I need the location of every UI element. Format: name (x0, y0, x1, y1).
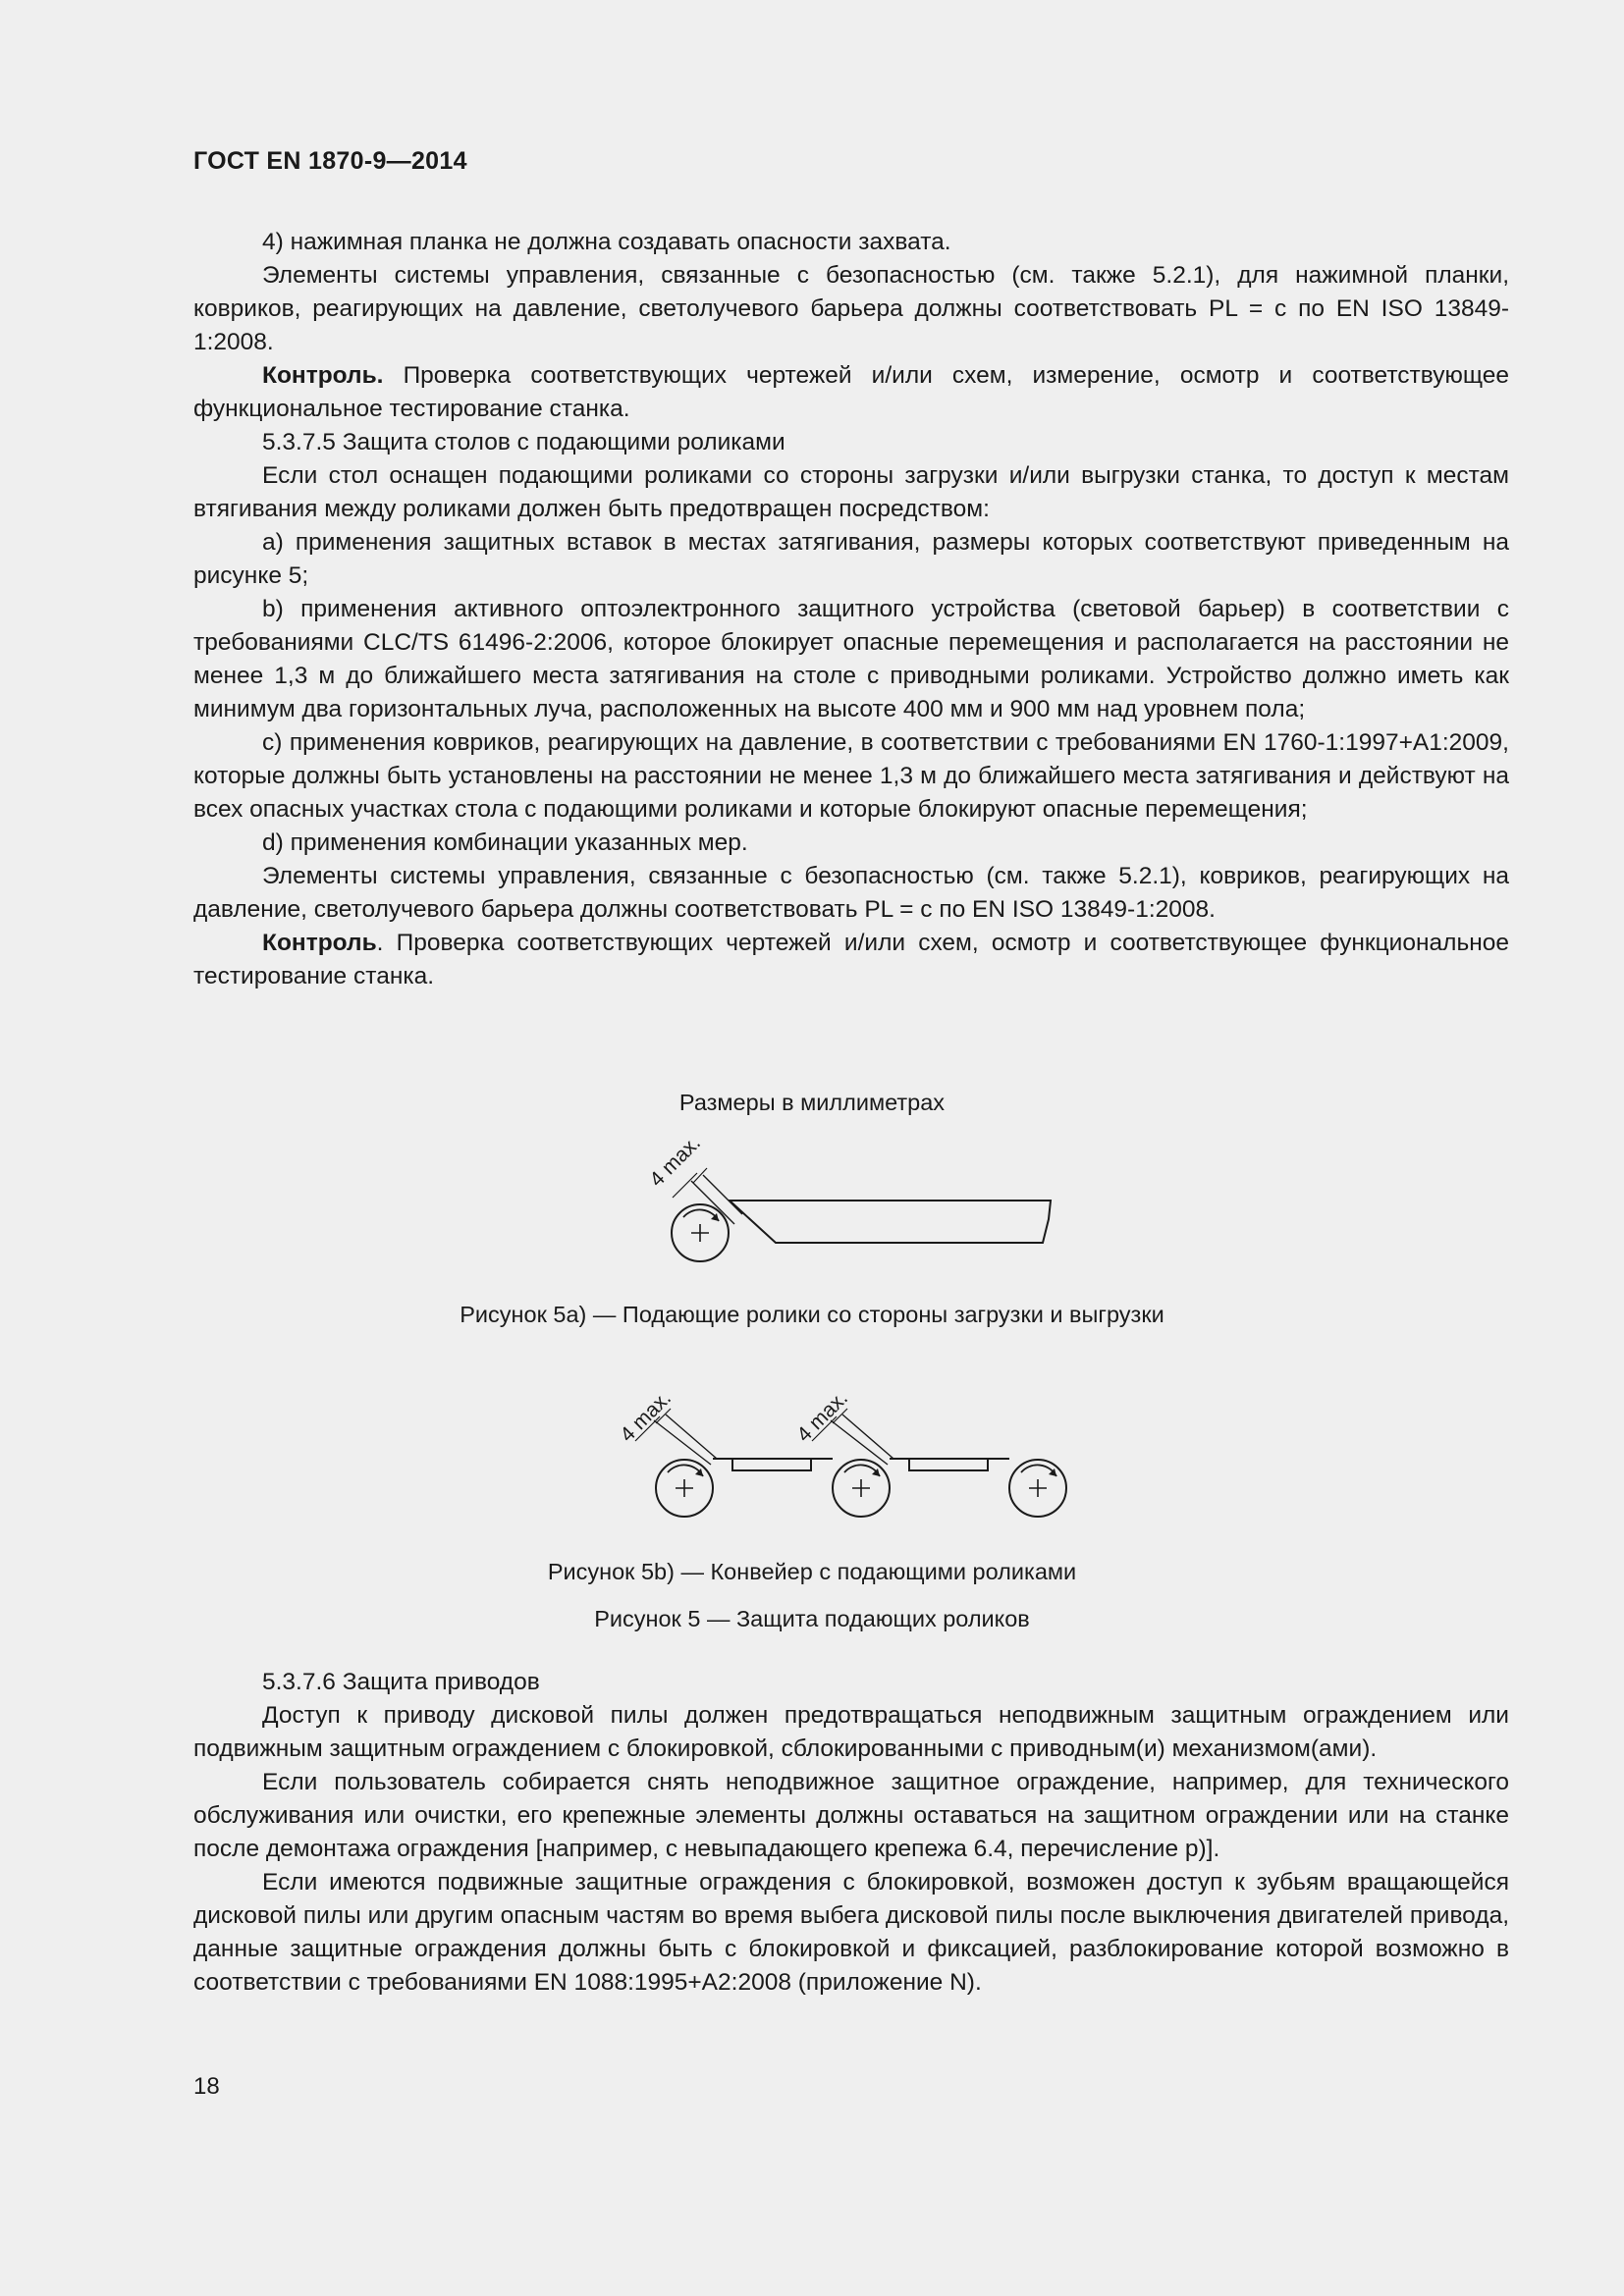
paragraph: Если стол оснащен подающими роликами со стороны загрузки и/или выгрузки станка, то доступ к местам втягивания между роликами должен быть предотвращен посредством: (193, 462, 1509, 522)
section-heading-5-3-7-6: 5.3.7.6 Защита приводов (262, 1669, 540, 1695)
figure-5a-drawing (628, 1129, 1080, 1276)
document-header: ГОСТ EN 1870-9—2014 (193, 147, 467, 175)
paragraph: Элементы системы управления, связанные с безопасностью (см. также 5.2.1), ковриков, реагирующих на давление, светолучевого барьера должны соответствовать PL = c по EN ISO 13849-1:2008. (193, 863, 1509, 923)
paragraph-control: Контроль. Проверка соответствующих чертежей и/или схем, осмотр и соответствующее функциональное тестирование станка. (193, 930, 1509, 989)
figure-5-caption: Рисунок 5 — Защита подающих роликов (594, 1606, 1030, 1631)
dimension-label: 4 max. (645, 1131, 706, 1192)
paragraph: Доступ к приводу дисковой пилы должен предотвращаться неподвижным защитным ограждением или подвижным защитным ограждением с блокировкой, сблокированными с приводным(и) механизмом(ами). (193, 1702, 1509, 1762)
dimension-label: 4 max. (616, 1386, 677, 1447)
paragraph: Элементы системы управления, связанные с безопасностью (см. также 5.2.1), для нажимной планки, ковриков, реагирующих на давление, светолучевого барьера должны соответствовать PL = c по EN ISO 13849-1:2008. (193, 262, 1509, 355)
dimension-label: 4 max. (792, 1386, 853, 1447)
section-heading-5-3-7-5: 5.3.7.5 Защита столов с подающими роликами (262, 429, 785, 455)
paragraph: 4) нажимная планка не должна создавать опасности захвата. (262, 229, 951, 255)
page-number: 18 (193, 2073, 220, 2100)
figure-units-note: Размеры в миллиметрах (678, 1090, 946, 1115)
protective-insert (730, 1201, 1051, 1243)
figure-5a-caption: Рисунок 5а) — Подающие ролики со стороны загрузки и выгрузки (460, 1302, 1164, 1327)
paragraph: Если пользователь собирается снять неподвижное защитное ограждение, например, для технического обслуживания или очистки, его крепежные элементы должны оставаться на защитном ограждении или на станке после демонтажа ограждения [например, с невыпадающего крепежа 6.4, перечисление p)]. (193, 1769, 1509, 1862)
list-item-c: c) применения ковриков, реагирующих на давление, в соответствии с требованиями EN 1760-1:1997+A1:2009, которые должны быть установлены на расстоянии не менее 1,3 м до ближайшего места затягивания и действуют на всех опасных участках стола с подающими роликами и которые блокируют опасные перемещения; (193, 729, 1509, 823)
figure-5b-caption: Рисунок 5b) — Конвейер с подающими роликами (547, 1559, 1077, 1584)
paragraph-control: Контроль. Проверка соответствующих чертежей и/или схем, измерение, осмотр и соответствующее функциональное тестирование станка. (193, 362, 1509, 422)
list-item-d: d) применения комбинации указанных мер. (262, 829, 748, 856)
list-item-b: b) применения активного оптоэлектронного защитного устройства (световой барьер) в соответствии с требованиями CLC/TS 61496-2:2006, которое блокирует опасные перемещения и располагается на расстоянии не менее 1,3 м до ближайшего места затягивания на столе с приводными роликами. Устройство должно иметь как минимум два горизонтальных луча, расположенных на высоте 400 мм и 900 мм над уровнем пола; (193, 596, 1509, 722)
paragraph: Если имеются подвижные защитные ограждения с блокировкой, возможен доступ к зубьям вращающейся дисковой пилы или другим опасным частям во время выбега дисковой пилы после выключения двигателей привода, данные защитные ограждения должны быть с блокировкой и фиксацией, разблокирование которой возможно в соответствии с требованиями EN 1088:1995+A2:2008 (приложение N). (193, 1869, 1509, 1996)
text-block-bottom (193, 1666, 1509, 2000)
figure-5b-drawing (609, 1374, 1080, 1522)
text-block-top (193, 226, 1509, 993)
list-item-a: a) применения защитных вставок в местах затягивания, размеры которых соответствуют приведенным на рисунке 5; (193, 529, 1509, 589)
